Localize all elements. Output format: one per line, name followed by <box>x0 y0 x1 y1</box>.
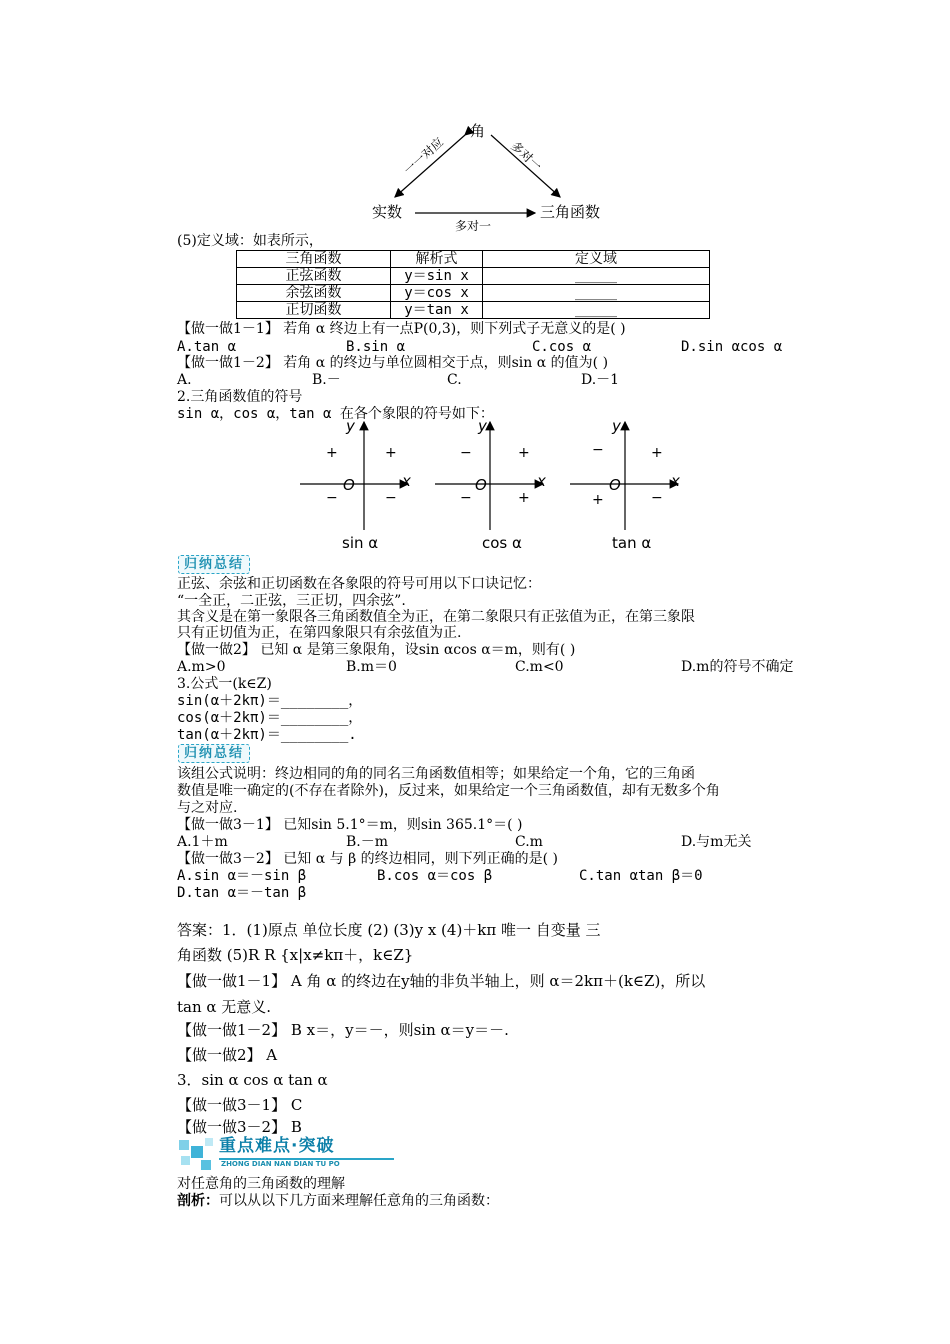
axis-x-label: x <box>402 472 411 490</box>
exercise-3-2-question: 【做一做3－2】 已知 α 与 β 的终边相同，则下列正确的是( ) <box>177 851 558 867</box>
sign-q2: − <box>460 445 472 461</box>
summary-badge: 归纳总结 <box>178 555 250 574</box>
axis-x-label: x <box>671 472 680 490</box>
table-cell: y＝cos x <box>391 285 483 302</box>
diagram-edge-bottom: 多对一 <box>455 219 492 233</box>
exercise-1-1-option-c: C.cos α <box>532 339 592 355</box>
summary-badge: 归纳总结 <box>178 744 250 763</box>
summary-2-line-1: 该组公式说明：终边相同的角的同名三角函数值相等；如果给定一个角，它的三角函 <box>177 766 695 782</box>
axis-y-label: y <box>478 417 487 435</box>
table-cell: ______ <box>483 268 710 285</box>
table-cell: ______ <box>483 302 710 319</box>
sign-q1: + <box>518 445 530 461</box>
section-2-line: sin α，cos α，tan α 在各个象限的符号如下： <box>177 406 494 422</box>
sign-q1: + <box>385 445 397 461</box>
table-header: 定义域 <box>483 251 710 268</box>
table-row <box>237 302 710 319</box>
exercise-3-2-option-b: B.cos α＝cos β <box>377 868 493 884</box>
sign-q4: − <box>651 490 663 506</box>
sign-q2: + <box>326 445 338 461</box>
section-2-title: 2.三角函数值的符号 <box>177 389 303 405</box>
formula-1: sin(α＋2kπ)＝________， <box>177 693 363 709</box>
quadrant-label-sin: sin α <box>342 534 379 552</box>
banner-title: 重点难点·突破 <box>219 1136 335 1156</box>
exercise-2-option-b: B.m＝0 <box>346 659 397 675</box>
banner-pinyin: ZHONG DIAN NAN DIAN TU PO <box>221 1160 340 1168</box>
exercise-2-question: 【做一做2】 已知 α 是第三象限角，设sin αcos α＝m，则有( ) <box>177 642 576 658</box>
exercise-3-2-option-c: C.tan αtan β＝0 <box>579 868 703 884</box>
exercise-1-1-option-b: B.sin α <box>346 339 406 355</box>
quadrant-tan <box>570 422 678 530</box>
origin-label: O <box>609 476 621 494</box>
origin-label: O <box>343 476 355 494</box>
table-cell: 正弦函数 <box>237 268 391 285</box>
exercise-3-1-option-a: A.1＋m <box>177 834 228 850</box>
exercise-1-2-option-a: A. <box>177 372 192 388</box>
exercise-1-2-option-b: B.－ <box>312 372 341 388</box>
exercise-3-1-option-b: B.－m <box>346 834 389 850</box>
domain-heading: (5)定义域：如表所示， <box>177 233 323 249</box>
sign-q3: + <box>592 492 604 508</box>
summary-1-line-1: 正弦、余弦和正切函数在各象限的符号可用以下口诀记忆： <box>177 576 541 592</box>
table-cell: y＝tan x <box>391 302 483 319</box>
answers-line-8: 【做一做3－1】 C <box>177 1096 303 1114</box>
exercise-2-option-d: D.m的符号不确定 <box>681 659 794 675</box>
exercise-1-2-option-d: D.－1 <box>581 372 620 388</box>
answers-line-2: 角函数 (5)R R {x|x≠kπ＋，k∈Z} <box>177 946 414 964</box>
sign-q4: − <box>385 490 397 506</box>
domain-table <box>236 250 710 319</box>
answers-line-1: 答案：1．(1)原点 单位长度 (2) (3)y x (4)＋kπ 唯一 自变量 三 <box>177 921 601 939</box>
table-cell: 正切函数 <box>237 302 391 319</box>
answers-line-9: 【做一做3－2】 B <box>177 1118 302 1136</box>
diagram-edge-left: 一一对应 <box>401 134 447 178</box>
table-header: 三角函数 <box>237 251 391 268</box>
exercise-1-2-question: 【做一做1－2】 若角 α 的终边与单位圆相交于点，则sin α 的值为( ) <box>177 355 609 371</box>
axis-y-label: y <box>612 417 621 435</box>
summary-1-line-3: 其含义是在第一象限各三角函数值全为正，在第二象限只有正弦值为正，在第三象限 <box>177 609 695 625</box>
quadrant-label-tan: tan α <box>612 534 652 552</box>
exercise-3-1-option-c: C.m <box>515 834 543 850</box>
answers-line-6: 【做一做2】 A <box>177 1046 278 1064</box>
sign-q3: − <box>326 490 338 506</box>
cube-decoration-icon <box>175 1136 225 1174</box>
tail-line <box>177 1193 499 1210</box>
table-header-row <box>237 251 710 268</box>
summary-1-line-2: “一全正，二正弦，三正切，四余弦”. <box>177 593 406 609</box>
exercise-3-2-option-a: A.sin α＝－sin β <box>177 868 307 884</box>
table-row <box>237 285 710 302</box>
axis-y-label: y <box>346 417 355 435</box>
exercise-1-1-question: 【做一做1－1】 若角 α 终边上有一点P(0,3)，则下列式子无意义的是( ) <box>177 321 626 337</box>
section-3-title: 3.公式一(k∈Z) <box>177 676 272 692</box>
diagram-right: 三角函数 <box>540 203 601 221</box>
answers-line-4: tan α 无意义. <box>177 998 272 1016</box>
table-cell: y＝sin x <box>391 268 483 285</box>
formula-2: cos(α＋2kπ)＝________， <box>177 710 363 726</box>
origin-label: O <box>475 476 487 494</box>
answers-line-7: 3．sin α cos α tan α <box>177 1071 328 1089</box>
summary-1-line-4: 只有正切值为正，在第四象限只有余弦值为正. <box>177 625 462 641</box>
diagram-top: 角 <box>470 122 486 140</box>
summary-2-line-2: 数值是唯一确定的(不存在者除外)，反过来，如果给定一个三角函数值，却有无数多个角 <box>177 783 720 799</box>
tail-heading: 对任意角的三角函数的理解 <box>177 1176 345 1192</box>
tail-bold-label: 剖析： <box>177 1193 219 1209</box>
section-banner <box>175 1136 395 1174</box>
exercise-2-option-c: C.m<0 <box>515 659 564 675</box>
table-cell: ______ <box>483 285 710 302</box>
sign-q2: − <box>592 442 604 458</box>
exercise-3-1-option-d: D.与m无关 <box>681 834 752 850</box>
exercise-3-1-question: 【做一做3－1】 已知sin 5.1°＝m，则sin 365.1°＝( ) <box>177 817 523 833</box>
answers-line-5: 【做一做1－2】 B x＝，y＝－，则sin α＝y＝－. <box>177 1021 509 1039</box>
sign-q3: − <box>460 490 472 506</box>
exercise-1-2-option-c: C. <box>447 372 462 388</box>
diagram-left: 实数 <box>372 203 403 221</box>
exercise-1-1-option-a: A.tan α <box>177 339 237 355</box>
exercise-1-1-option-d: D.sin αcos α <box>681 339 783 355</box>
exercise-3-2-option-d: D.tan α＝－tan β <box>177 885 307 901</box>
quadrant-cos <box>435 422 543 530</box>
diagram-edge-right: 多对一 <box>508 138 545 174</box>
table-header: 解析式 <box>391 251 483 268</box>
sign-q4: + <box>518 490 530 506</box>
table-row <box>237 268 710 285</box>
tail-text: 可以从以下几方面来理解任意角的三角函数： <box>219 1193 499 1209</box>
table-cell: 余弦函数 <box>237 285 391 302</box>
sign-q1: + <box>651 445 663 461</box>
exercise-2-option-a: A.m>0 <box>177 659 226 675</box>
axis-x-label: x <box>537 472 546 490</box>
answers-line-3: 【做一做1－1】 A 角 α 的终边在y轴的非负半轴上，则 α＝2kπ＋(k∈Z)，所以 <box>177 972 706 990</box>
summary-2-line-3: 与之对应. <box>177 800 238 816</box>
formula-3: tan(α＋2kπ)＝________. <box>177 727 357 743</box>
quadrant-label-cos: cos α <box>482 534 522 552</box>
